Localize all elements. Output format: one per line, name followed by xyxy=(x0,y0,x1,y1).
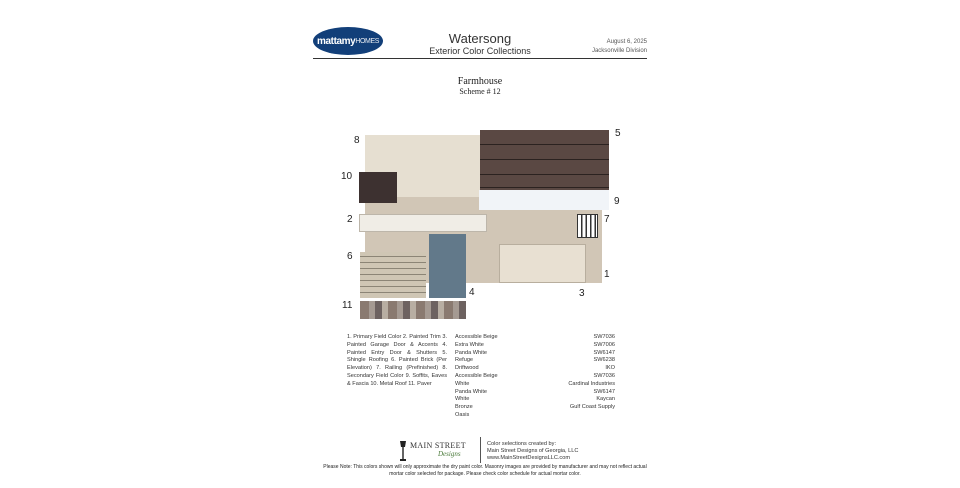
color-code: SW6238 xyxy=(593,357,615,364)
color-code: Gulf Coast Supply xyxy=(569,404,615,411)
credit-block xyxy=(487,441,617,463)
marker-9: 9 xyxy=(614,196,620,207)
color-legend: 1. Primary Field Color 2. Painted Trim 3. Painted Garage Door & Accents 4. Painted Entry Door & Shutters 5. Shingle Roofing 6. Painted Brick (Per Elevation) 7. Railing (Prefinished) 8. Secondary Field Color 9. Soffits, Eaves & Fascia 10. Metal Roof 11. Paver xyxy=(347,334,447,387)
marker-11: 11 xyxy=(342,300,353,311)
marker-8: 8 xyxy=(354,135,360,146)
marker-4: 4 xyxy=(469,287,475,298)
marker-2: 2 xyxy=(347,214,353,225)
color-code: SW6147 xyxy=(593,388,615,395)
color-code: IKO xyxy=(605,365,615,372)
color-codes-list xyxy=(535,334,615,412)
garage-door-swatch xyxy=(499,244,586,283)
marker-10: 10 xyxy=(341,171,353,182)
division-name: Jacksonville Division xyxy=(591,48,647,54)
color-name: White xyxy=(455,380,470,387)
scheme-name: Scheme # 12 xyxy=(459,87,501,96)
shingle-roof-swatch xyxy=(480,130,609,190)
marker-6: 6 xyxy=(347,251,353,262)
color-name: Extra White xyxy=(455,341,484,348)
color-name: Panda White xyxy=(455,349,488,356)
footer-divider xyxy=(480,437,481,463)
color-name: Bronze xyxy=(455,404,473,411)
color-name: Refuge xyxy=(455,357,474,364)
color-code: Cardinal Industries xyxy=(568,380,615,387)
color-code: SW7036 xyxy=(593,334,615,340)
header-divider xyxy=(313,58,647,59)
color-name: Accessible Beige xyxy=(455,372,498,379)
lamp-post-icon xyxy=(398,439,408,461)
color-name: Oasis xyxy=(455,411,470,418)
community-title: Watersong xyxy=(448,31,512,46)
mattamy-homes-logo: mattamy HOMES xyxy=(313,27,383,55)
painted-brick-swatch xyxy=(360,252,426,298)
credit-line: Color selections created by: xyxy=(487,441,557,447)
railing-icon xyxy=(577,214,598,238)
marker-7: 7 xyxy=(604,214,610,225)
color-code: SW7006 xyxy=(593,341,615,348)
document-subtitle: Exterior Color Collections xyxy=(429,46,531,56)
color-name: Accessible Beige xyxy=(455,334,498,340)
trim-swatch xyxy=(359,214,487,232)
color-code: Kaycan xyxy=(596,396,615,403)
color-code: SW7036 xyxy=(593,372,615,379)
entry-door-swatch xyxy=(429,234,466,298)
marker-3: 3 xyxy=(579,288,585,299)
color-names-list xyxy=(455,334,525,420)
credit-company: Main Street Designs of Georgia, LLC xyxy=(487,448,579,455)
credit-website-link[interactable]: www.MainStreetDesignsLLC.com xyxy=(487,455,571,462)
color-name: Driftwood xyxy=(455,365,479,372)
disclaimer-note: Please Note: This colors shown will only approximate the dry paint color. Masonry images are provided by manufacturer and may not reflect actual mortar color selected for package. Please check color schedule for actual mortar color. xyxy=(323,464,647,477)
color-code: SW6147 xyxy=(593,349,615,356)
paver-swatch xyxy=(360,301,466,319)
style-name: Farmhouse xyxy=(457,76,503,87)
color-name: White xyxy=(455,396,470,403)
marker-1: 1 xyxy=(604,269,610,280)
soffit-swatch xyxy=(479,190,609,210)
main-street-designs-logo: MAIN STREET Designs xyxy=(398,438,474,462)
metal-roof-swatch xyxy=(359,172,397,203)
document-date: August 6, 2025 xyxy=(606,39,647,45)
marker-5: 5 xyxy=(615,128,621,139)
color-name: Panda White xyxy=(455,388,488,395)
